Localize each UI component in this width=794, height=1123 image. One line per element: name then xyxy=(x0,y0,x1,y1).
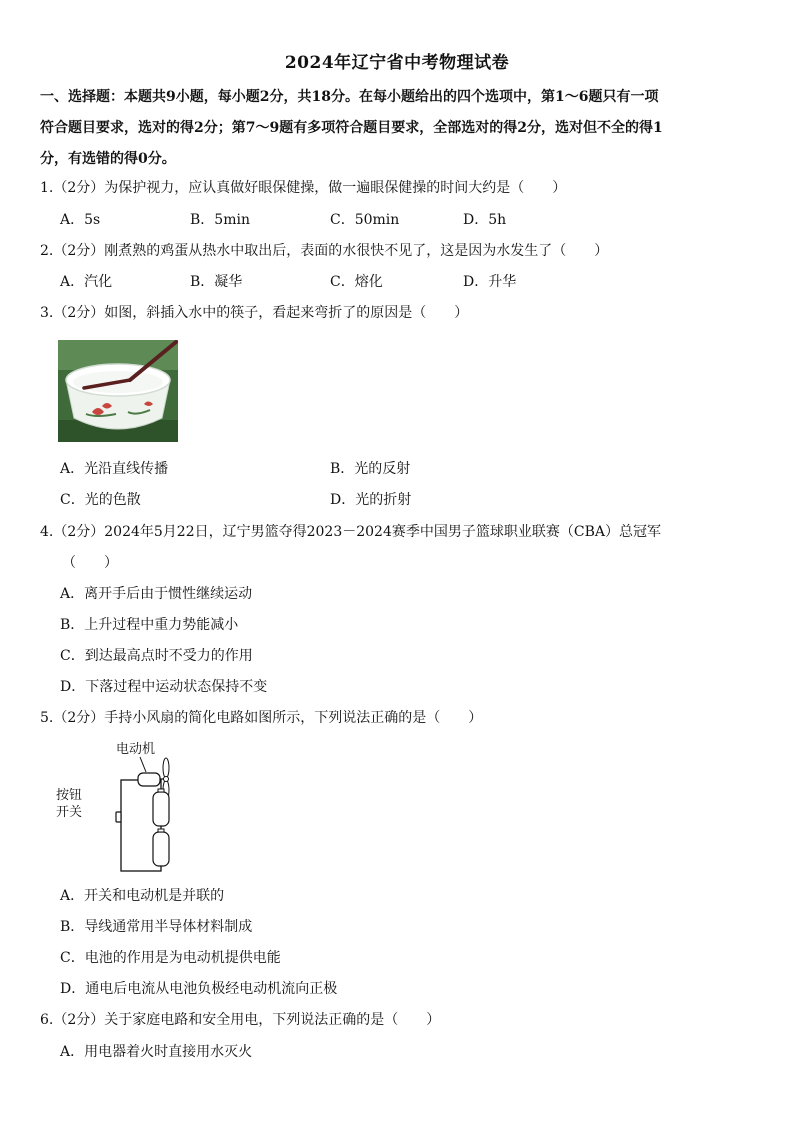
chopstick-bowl-figure xyxy=(58,340,178,442)
battery-top-icon xyxy=(153,792,169,826)
question-2-stem: 2.（2分）刚煮熟的鸡蛋从热水中取出后，表面的水很快不见了，这是因为水发生了（ ） xyxy=(40,243,609,259)
question-3-option-d: D．光的折射 xyxy=(330,492,412,508)
question-2-option-a: A．汽化 xyxy=(60,274,113,290)
question-1-option-a: A．5s xyxy=(60,212,101,228)
motor-label-pointer xyxy=(140,757,146,772)
question-6-option-a: A．用电器着火时直接用水灭火 xyxy=(60,1044,253,1060)
question-2-option-d: D．升华 xyxy=(463,274,517,290)
question-2-option-b: B．凝华 xyxy=(190,274,243,290)
question-2-option-c: C．熔化 xyxy=(330,274,383,290)
switch-label-line-1: 按钮 xyxy=(56,788,83,803)
question-3-option-b: B．光的反射 xyxy=(330,461,411,477)
question-3-stem: 3.（2分）如图，斜插入水中的筷子，看起来弯折了的原因是（ ） xyxy=(40,305,469,321)
question-4-option-d: D．下落过程中运动状态保持不变 xyxy=(60,679,268,695)
section-instructions xyxy=(40,82,762,175)
question-4-stem: 4.（2分）2024年5月22日，辽宁男篮夺得2023－2024赛季中国男子篮球职业联赛（CBA）总冠军 xyxy=(40,524,661,540)
question-3-option-c: C．光的色散 xyxy=(60,492,141,508)
fan-circuit-diagram xyxy=(54,738,184,874)
instructions-line-3: 分，有选错的得0分。 xyxy=(40,151,176,167)
switch-label-line-2: 开关 xyxy=(56,805,83,820)
fan-blade-top-icon xyxy=(163,758,169,778)
motor-label: 电动机 xyxy=(116,742,156,757)
question-5-option-a: A．开关和电动机是并联的 xyxy=(60,888,225,904)
question-5-option-d: D．通电后电流从电池负极经电动机流向正极 xyxy=(60,981,338,997)
instructions-line-2: 符合题目要求，选对的得2分；第7～9题有多项符合题目要求，全部选对的得2分，选对但不全的得1 xyxy=(40,120,663,136)
question-3-option-a: A．光沿直线传播 xyxy=(60,461,169,477)
question-5-stem: 5.（2分）手持小风扇的简化电路如图所示，下列说法正确的是（ ） xyxy=(40,710,483,726)
battery-bottom-icon xyxy=(153,832,169,866)
question-5-option-b: B．导线通常用半导体材料制成 xyxy=(60,919,253,935)
question-1-option-b: B．5min xyxy=(190,212,250,228)
question-5-option-c: C．电池的作用是为电动机提供电能 xyxy=(60,950,281,966)
page-title: 2024年辽宁省中考物理试卷 xyxy=(284,53,510,73)
question-4-stem-bracket: （ ） xyxy=(62,555,118,571)
question-4-option-c: C．到达最高点时不受力的作用 xyxy=(60,648,253,664)
instructions-line-1: 一、选择题：本题共9小题，每小题2分，共18分。在每小题给出的四个选项中，第1～6题只有一项 xyxy=(40,89,659,105)
question-1-option-d: D．5h xyxy=(463,212,507,228)
question-1-option-c: C．50min xyxy=(330,212,400,228)
motor-icon xyxy=(138,773,160,786)
push-button-switch-icon xyxy=(116,812,121,822)
question-4-option-b: B．上升过程中重力势能减小 xyxy=(60,617,239,633)
fan-circuit-figure xyxy=(54,738,184,874)
question-4-option-a: A．离开手后由于惯性继续运动 xyxy=(60,586,253,602)
question-1-stem: 1.（2分）为保护视力，应认真做好眼保健操，做一遍眼保健操的时间大约是（ ） xyxy=(40,180,567,196)
chopstick-in-bowl-image xyxy=(58,340,178,442)
question-6-stem: 6.（2分）关于家庭电路和安全用电，下列说法正确的是（ ） xyxy=(40,1012,441,1028)
